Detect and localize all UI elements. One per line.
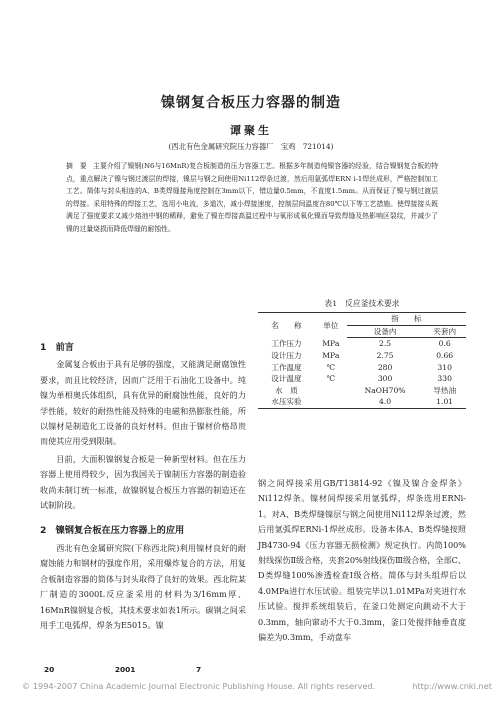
cell-unit: MPa: [322, 339, 340, 349]
cell-vessel: 280: [377, 362, 393, 372]
cell-name: 水 质: [275, 385, 298, 395]
footer-issue: 7: [196, 665, 202, 674]
footer-year: 2001: [114, 665, 136, 674]
table-row: [258, 373, 466, 385]
cnki-link[interactable]: http://www.cnki.net: [412, 681, 492, 691]
section-2-heading: 2 镍钢复合板在压力容器上的应用: [40, 525, 185, 537]
cell-jacket: 1.01: [436, 397, 454, 407]
paper-title: 镍钢复合板压力容器的制造: [161, 95, 341, 111]
affiliation: (西北有色金属研究院压力容器厂 宝鸡 721014): [168, 142, 334, 151]
cell-name: 水压实验: [271, 397, 302, 407]
table-row: [258, 350, 466, 362]
table-caption: 表1 反应釜技术要求: [324, 299, 400, 308]
cell-unit: ℃: [326, 374, 336, 384]
cell-name: 工作温度: [271, 362, 302, 372]
cell-jacket: 310: [437, 362, 452, 372]
copyright-text: © 1994-2007 China Academic Journal Electronic Publishing House. All rights reserved.: [22, 681, 376, 691]
cell-vessel: NaOH70%: [364, 385, 406, 395]
table-row: [258, 385, 466, 397]
requirements-table: [258, 312, 466, 409]
cell-unit: [315, 396, 347, 408]
section-2-paragraph: 西北有色金属研究院(下称西北院)利用镍材良好的耐腐蚀能力和钢材的强度作用，采用爆炸复合的方法，用复合板制造容器的简体与封头取得了良好的效果。西北院某厂制造的3000L反应釜采用的材料为3/16mm厚、16MnR镍钢复合板，其技术要求如表1所示。碳钢之间采用手工电弧焊，焊条为E5015。镍: [40, 542, 246, 630]
cell-vessel: 300: [377, 374, 393, 384]
right-column-text: 钢之间焊接采用GB/T13814-92《镍及镍合金焊条》Ni112焊条。镍材间焊接采用氩弧焊，焊条选用ERNi-1。对A、B类焊缝镍层与钢之间使用Ni112焊条过渡，然后用氩弧焊ERNi-1焊丝成形。设备本体A、B类焊缝按照JB4730-94《压力容器无损检测》规定执行。内筒100%射线探伤Ⅱ级合格，夹套20%射线探伤Ⅲ级合格，全部C、D类焊缝100%渗透检查Ⅰ级合格。简体与封头组焊后以4.0MPa进行水压试验。组装完毕以1.01MPa对夹进行水压试验。搅拌系统组装后，在釜口处测定向跳动不大于0.3mm，轴向窜动不大于0.3mm，釜口处搅拌轴垂直度偏差为0.3mm，手动盘车: [258, 478, 466, 643]
section-1-paragraph: 目前，大面积镍钢复合板是一种新型材料。但在压力容器上使用得较少，因为我国关于镍制压力容器的制造验收尚未制订统一标准，故镍钢复合板压力容器的制造还在试制阶段。: [40, 453, 246, 511]
cell-name: 设计温度: [271, 374, 302, 384]
cell-jacket: 330: [437, 374, 452, 384]
header-vessel: 设备内: [347, 325, 424, 338]
cell-unit: [315, 385, 347, 397]
header-name: 名 称: [271, 320, 302, 330]
section-1-heading: 1 前言: [40, 342, 74, 353]
cell-unit: ℃: [326, 362, 336, 372]
cell-unit: MPa: [322, 351, 340, 361]
cell-vessel: 2.5: [379, 339, 392, 349]
header-unit: 单位: [323, 320, 339, 330]
table-row: [258, 338, 466, 350]
header-jacket: 夹套内: [423, 325, 466, 338]
abstract-text: 主要介绍了镍钢(N6与16MnR)复合板制造的压力容器工艺。根据多年制造纯镍容器的经验，结合镍钢复合板的特点，重点解决了镍与钢过渡层的焊接，镍层与钢之间使用Ni112焊条过渡，然后用氩弧焊ERN i-1焊丝成形，严格控制加工工艺。简体与封头相连的A、B类焊缝接角度控制在3mm以下，错边量0.5mm，不直度1.5mm。从而保证了镍与钢过渡层的焊接。采用特殊的焊接工艺，选用小电流，多道次，减小焊接速度，控制层间温度在80℃以下等工艺措施。使焊接接头既满足了强度要求又减少熔池中钢的稀释，避免了镍在焊接高温过程中与氧形成氧化镍而导致焊缝及热影响区裂纹，并减少了镍的过量烧损而降低焊缝的耐蚀性。: [66, 162, 438, 233]
header-index: 指 标: [347, 313, 466, 325]
cell-name: 设计压力: [271, 351, 302, 361]
page-number: 20: [44, 665, 55, 674]
cell-name: 工作压力: [271, 339, 302, 349]
abstract-label: 摘 要: [66, 162, 87, 170]
cell-jacket: 导热油: [433, 385, 457, 395]
left-column: [40, 340, 246, 633]
section-1-paragraph: 金属复合板由于具有足够的强度，又能满足耐腐蚀性要求，而且比较经济，因而广泛用于石油化工设备中。纯镍为单相奥氏体组织，具有优异的耐腐蚀性能，良好的力学性能，较好的耐热性能及特殊的电磁和热膨胀性能，所以镍材是制造化工设备的良好材料。但由于镍材价格昂贵而使其应用受到限制。: [40, 359, 246, 447]
page-footer: [44, 665, 259, 674]
abstract: [66, 160, 438, 236]
table-row: [258, 396, 466, 408]
cell-jacket: 0.6: [438, 339, 451, 349]
table-row: [258, 361, 466, 373]
cell-jacket: 0.66: [436, 351, 454, 361]
cell-vessel: 2.75: [376, 351, 394, 361]
cell-vessel: 4.0: [379, 397, 392, 407]
copyright-bar: [22, 681, 492, 691]
author-name: 谭聚生: [230, 124, 272, 137]
